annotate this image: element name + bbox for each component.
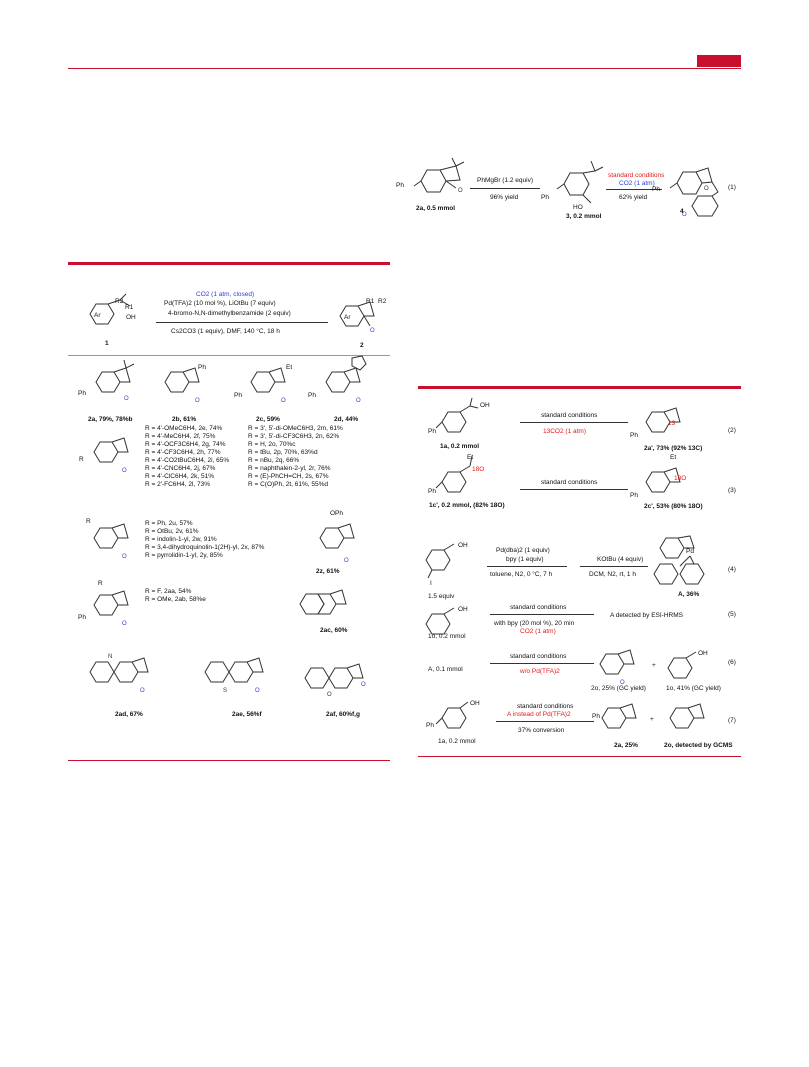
e4-c3: toluene, N2, 0 °C, 7 h: [490, 571, 553, 578]
e4-sm: 1.5 equiv: [428, 593, 455, 600]
svg-text:O: O: [122, 621, 127, 627]
sm-label: 1: [105, 340, 109, 347]
ar-label: Ar: [94, 312, 101, 319]
e7-sm: 1a, 0.2 mmol: [438, 738, 476, 745]
e2-top: standard conditions: [541, 412, 598, 419]
svg-text:O: O: [620, 680, 625, 686]
ph-2c-prime: Ph: [630, 492, 638, 499]
ph-7b: Ph: [592, 713, 600, 720]
r-label-1: R: [79, 456, 84, 463]
structure-2o: [600, 644, 650, 689]
svg-text:O: O: [122, 554, 127, 560]
oh-label: OH: [126, 314, 136, 321]
intermediate-label: 3, 0.2 mmol: [566, 213, 602, 220]
e4-arrow-1: [487, 566, 567, 567]
oh-6: OH: [698, 650, 708, 657]
e2-arrow: [520, 422, 628, 423]
c13-tag: 13: [668, 420, 676, 427]
r-item: R = 4'-MeC6H4, 2f, 75%: [145, 433, 216, 440]
r-item: R = 2'-FC6H4, 2l, 73%: [145, 481, 211, 488]
svg-text:O: O: [344, 558, 349, 564]
cpd-2a: 2a, 79%, 78%b: [88, 416, 133, 423]
e6-num: (6): [728, 659, 736, 666]
r1-label-2: R1: [366, 298, 375, 305]
cond-2: Pd(TFA)2 (10 mol %), LiOtBu (7 equiv): [164, 300, 276, 307]
r-list-3: [145, 520, 264, 560]
e5-top: standard conditions: [510, 604, 567, 611]
svg-text:O: O: [370, 328, 375, 334]
r-list-1: [145, 425, 229, 489]
yield-1: 96% yield: [490, 194, 519, 201]
structure-2a-b: [598, 700, 648, 740]
oh-5: OH: [458, 606, 468, 613]
svg-text:O: O: [458, 188, 463, 194]
oh-1a: OH: [480, 402, 490, 409]
e3-arrow: [520, 489, 628, 490]
scheme2-top-rule: [418, 386, 741, 389]
cpd-2ad: 2ad, 67%: [115, 711, 143, 718]
structure-r-series: [88, 432, 148, 482]
r-item: R = 4'-CO2tBuC6H4, 2i, 65%: [145, 457, 230, 464]
ph-7: Ph: [426, 722, 434, 729]
ph-1c: Ph: [428, 488, 436, 495]
structure-iodo: [426, 540, 486, 590]
e6-p2: 1o, 41% (GC yield): [666, 685, 721, 692]
plus-6: +: [652, 662, 656, 669]
r-item: R = 4'-ClC6H4, 2k, 51%: [145, 473, 214, 480]
et-2c-prime: Et: [670, 454, 677, 461]
ph-label: Ph: [396, 182, 404, 189]
reagent-1: PhMgBr (1.2 equiv): [477, 177, 533, 184]
r-item: R = (E)-PhCH=CH, 2s, 67%: [248, 473, 329, 480]
et-1c: Et: [467, 454, 474, 461]
r-item: R = 4'-OCF3C6H4, 2g, 74%: [145, 441, 226, 448]
ph-2a: Ph: [78, 390, 86, 397]
arrow-1: [470, 188, 540, 189]
r-item: R = naphthalen-2-yl, 2r, 76%: [248, 465, 331, 472]
e5-pr: A detected by ESI-HRMS: [610, 612, 683, 619]
svg-text:O: O: [327, 692, 332, 698]
r-item: R = 3', 5'-di-CF3C6H3, 2n, 62%: [248, 433, 340, 440]
e7-top: standard conditions: [517, 703, 574, 710]
ph-2b: Ph: [198, 364, 206, 371]
r-item: R = pyrrolidin-1-yl, 2y, 85%: [145, 552, 223, 559]
structure-2z: [320, 518, 380, 574]
svg-text:O: O: [122, 468, 127, 474]
ph-2c: Ph: [234, 392, 242, 399]
r-item: R = Ph, 2u, 57%: [145, 520, 193, 527]
e2-num: (2): [728, 427, 736, 434]
r-item: R = F, 2aa, 54%: [145, 588, 192, 595]
e4-pr: A, 36%: [678, 591, 700, 598]
et-2c: Et: [286, 364, 293, 371]
e4-c2: bpy (1 equiv): [506, 556, 544, 563]
cpd-2b: 2b, 61%: [172, 416, 197, 423]
structure-2c-prime: [640, 460, 700, 505]
svg-text:O: O: [255, 688, 260, 694]
svg-text:O: O: [195, 398, 200, 404]
e4-c5: DCM, N2, rt, 1 h: [589, 571, 636, 578]
r-item: R = C(O)Ph, 2t, 61%, 55%d: [248, 481, 329, 488]
cond-1: CO2 (1 atm, closed): [196, 291, 255, 298]
e5-b1: with bpy (20 mol %), 20 min: [494, 620, 575, 627]
e4-c4: KOtBu (4 equiv): [597, 556, 644, 563]
structure-2aa: [88, 585, 148, 635]
table-bottom-rule: [68, 760, 390, 761]
pr-label: 2: [360, 342, 364, 349]
structure-2o-b: [670, 700, 720, 740]
ph-2d: Ph: [308, 392, 316, 399]
table-top-rule: [68, 262, 390, 265]
e7-bot: 37% conversion: [518, 727, 565, 734]
ph-2a-prime: Ph: [630, 432, 638, 439]
r2-label-2: R2: [378, 298, 387, 305]
ph-1a: Ph: [428, 428, 436, 435]
r-list-2: [248, 425, 343, 489]
oph-label: OPh: [330, 510, 344, 517]
r-item: R = 4'-OMeC6H4, 2e, 74%: [145, 425, 223, 432]
r-item: R = 4'-CF3C6H4, 2h, 77%: [145, 449, 221, 456]
structure-2ad: [90, 648, 170, 703]
cpd-2ac: 2ac, 60%: [320, 627, 348, 634]
e2-pr: 2a', 73% (92% 13C): [644, 445, 703, 452]
structure-1o-b: [668, 648, 718, 688]
structure-4: [668, 164, 738, 224]
e3-sm: 1c', 0.2 mmol, (82% 18O): [429, 502, 505, 509]
r-list-4: [145, 588, 206, 604]
structure-2c: [245, 362, 305, 412]
ar-label-2: Ar: [344, 314, 351, 321]
main-arrow: [156, 322, 328, 323]
i-4: I: [430, 580, 432, 587]
e6-sm: A, 0.1 mmol: [428, 666, 463, 673]
r-item: R = nBu, 2q, 66%: [248, 457, 300, 464]
r1-label: R1: [125, 304, 134, 311]
structure-A: [650, 530, 720, 600]
structure-r-series-2: [88, 518, 148, 568]
cond-red: standard conditions: [608, 172, 665, 179]
svg-text:O: O: [682, 212, 687, 218]
structure-2b: [165, 362, 215, 412]
structure-2d: [320, 356, 380, 412]
e5-sm: 1o, 0.2 mmol: [428, 633, 466, 640]
svg-text:O: O: [140, 688, 145, 694]
svg-text:O: O: [281, 398, 286, 404]
e5-arrow: [490, 614, 594, 615]
r-item: R = H, 2o, 70%c: [248, 441, 296, 448]
structure-2a-table: [90, 362, 150, 412]
o18-sm: 18O: [472, 466, 485, 473]
r-label-3: R: [98, 580, 103, 587]
yield-2: 62% yield: [619, 194, 648, 201]
ho-label: HO: [573, 204, 583, 211]
r-item: R = OtBu, 2v, 61%: [145, 528, 199, 535]
e7-p1: 2a, 25%: [614, 742, 638, 749]
svg-text:S: S: [223, 688, 228, 694]
ph-label-3: Ph: [541, 194, 549, 201]
scheme-sm-label: 2a, 0.5 mmol: [416, 205, 456, 212]
header-rule: [68, 68, 741, 69]
journal-tag: [697, 55, 741, 67]
e7-mid: A instead of Pd(TFA)2: [507, 711, 571, 718]
ph-2aa: Ph: [78, 614, 86, 621]
cpd-2z: 2z, 61%: [316, 568, 340, 575]
plus-7: +: [650, 716, 654, 723]
e6-arrow: [490, 663, 594, 664]
product-label: 4: [680, 208, 684, 215]
cpd-2af: 2af, 60%f,g: [326, 711, 360, 718]
svg-text:O: O: [361, 682, 366, 688]
e6-bot: w/o Pd(TFA)2: [520, 668, 560, 675]
oh-4: OH: [458, 542, 468, 549]
cpd-2d: 2d, 44%: [334, 416, 359, 423]
e5-num: (5): [728, 611, 736, 618]
r-item: R = indolin-1-yl, 2w, 91%: [145, 536, 217, 543]
e3-top: standard conditions: [541, 479, 598, 486]
r-item: R = 4'-CNC6H4, 2j, 67%: [145, 465, 216, 472]
ph-label-4: Ph: [652, 186, 660, 193]
cpd-2c: 2c, 59%: [256, 416, 280, 423]
r-item: R = 3', 5'-di-OMeC6H3, 2m, 61%: [248, 425, 343, 432]
cond-blue: CO2 (1 atm): [619, 180, 655, 187]
r-label-2: R: [86, 518, 91, 525]
svg-text:O: O: [356, 398, 361, 404]
structure-1a-b: [436, 700, 496, 740]
r-item: R = 3,4-dihydroquinolin-1(2H)-yl, 2x, 87%: [145, 544, 265, 551]
pd-A: Pd: [686, 548, 694, 555]
e2-bot: 13CO2 (1 atm): [543, 428, 586, 435]
e4-c1: Pd(dba)2 (1 equiv): [496, 547, 550, 554]
e5-b2: CO2 (1 atm): [520, 628, 556, 635]
e3-pr: 2c', 53% (80% 18O): [644, 503, 703, 510]
e7-arrow: [496, 721, 594, 722]
e3-num: (3): [728, 487, 736, 494]
e2-sm: 1a, 0.2 mmol: [440, 443, 480, 450]
e4-num: (4): [728, 566, 736, 573]
e7-p2: 2o, detected by GCMS: [664, 742, 733, 749]
svg-text:O: O: [704, 186, 709, 192]
r-item: R = tBu, 2p, 70%, 63%d: [248, 449, 318, 456]
o18-pr: 18O: [674, 475, 687, 482]
r2-label: R2: [115, 298, 124, 305]
structure-2af: [305, 648, 385, 703]
structure-2ac: [300, 580, 370, 630]
structure-2ae: [205, 648, 285, 703]
e6-top: standard conditions: [510, 653, 567, 660]
cond-3: 4-bromo-N,N-dimethylbenzamide (2 equiv): [168, 310, 291, 317]
e6-p1: 2o, 25% (GC yield): [591, 685, 646, 692]
scheme2-bottom-rule: [418, 756, 741, 757]
e4-arrow-2: [580, 566, 648, 567]
svg-text:N: N: [108, 654, 113, 660]
e7-num: (7): [728, 717, 736, 724]
cond-4: Cs2CO3 (1 equiv), DMF, 140 °C, 18 h: [171, 328, 280, 335]
oh-7: OH: [470, 700, 480, 707]
cpd-2ae: 2ae, 56%f: [232, 711, 262, 718]
svg-text:O: O: [124, 396, 129, 402]
eq-number-1: (1): [728, 184, 736, 191]
r-item: R = OMe, 2ab, 58%e: [145, 596, 206, 603]
